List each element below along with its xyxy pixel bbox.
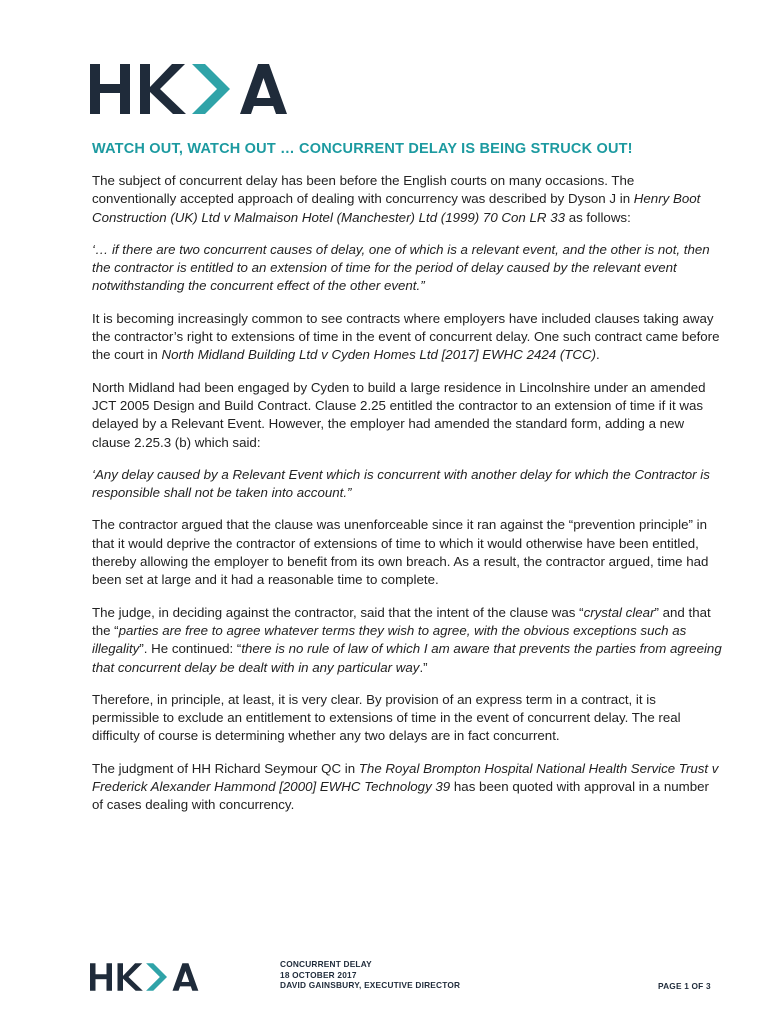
paragraph: North Midland had been engaged by Cyden to build a large residence in Lincolnshire under an amended JCT 2005 Design and Build Contract. Clause 2.25 entitled the contractor to an extension of time if it was delayed by a Relevant Event. However, the employer had amended the standard form, adding a new clause 2.25.3 (b) which said:: [92, 379, 706, 450]
footer-date: 18 OCTOBER 2017: [280, 969, 357, 980]
hka-logo-icon: [90, 962, 200, 992]
page-number: PAGE 1 OF 3: [658, 981, 711, 991]
case-citation: North Midland Building Ltd v Cyden Homes Ltd [2017] EWHC 2424 (TCC): [161, 347, 597, 363]
footer-doc-title: CONCURRENT DELAY: [280, 959, 372, 969]
hka-logo: [90, 62, 290, 116]
case-citation: The Royal Brompton Hospital National Health Service Trust v Frederick Alexander Hammond [2000] EWHC Technology 39: [92, 760, 719, 795]
paragraph: The contractor argued that the clause was unenforceable since it ran against the “prevention principle” in that it would deprive the contractor of extensions of time to which it would otherwise have been entitled, thereby allowing the employer to benefit from its own breach. As a result, the contractor argued, time had been set at large and it had a reasonable time to complete.: [92, 517, 709, 588]
paragraph: Therefore, in principle, at least, it is very clear. By provision of an express term in a contract, it is permissible to exclude an entitlement to extensions of time in the event of concurrent delay. The real difficulty of course is determining whether any two delays are in fact concurrent.: [92, 691, 681, 744]
footer-meta: [280, 959, 530, 991]
article-body: [92, 172, 722, 829]
quotation: ‘Any delay caused by a Relevant Event which is concurrent with another delay for which the Contractor is responsible shall not be taken into account.”: [92, 466, 710, 501]
footer-author: DAVID GAINSBURY, EXECUTIVE DIRECTOR: [280, 980, 461, 991]
paragraph: The judge, in deciding against the contractor, said that the intent of the clause was “crystal clear” and that the “parties are free to agree whatever terms they wish to agree, with the obvious exceptions such as illegality”. He continued: “there is no rule of law of which I am aware that prevents the parties from agreeing that concurrent delay be dealt with in any particular way.”: [92, 604, 722, 675]
hka-logo-icon: [90, 62, 290, 116]
case-citation: Henry Boot Construction (UK) Ltd v Malmaison Hotel (Manchester) Ltd (1999) 70 Con LR 33: [92, 191, 701, 225]
quotation: ‘… if there are two concurrent causes of delay, one of which is a relevant event, and the other is not, then the contractor is entitled to an extension of time for the period of delay caused by the relevant event notwithstanding the concurrent effect of the other event.”: [92, 241, 710, 294]
paragraph: It is becoming increasingly common to see contracts where employers have included clauses taking away the contractor’s right to extensions of time in the event of concurrent delay. One such contract came before the court in North Midland Building Ltd v Cyden Homes Ltd [2017] EWHC 2424 (TCC).: [92, 310, 720, 363]
paragraph: The judgment of HH Richard Seymour QC in The Royal Brompton Hospital National Health Service Trust v Frederick Alexander Hammond [2000] EWHC Technology 39 has been quoted with approval in a number of cases dealing with concurrency.: [92, 760, 719, 813]
paragraph: The subject of concurrent delay has been before the English courts on many occasions. The conventionally accepted approach of dealing with concurrency was described by Dyson J in Henry Boot Construction (UK) Ltd v Malmaison Hotel (Manchester) Ltd (1999) 70 Con LR 33 as follows:: [92, 173, 701, 225]
page-title: WATCH OUT, WATCH OUT … CONCURRENT DELAY IS BEING STRUCK OUT!: [92, 141, 633, 157]
footer-hka-logo: [90, 962, 200, 992]
